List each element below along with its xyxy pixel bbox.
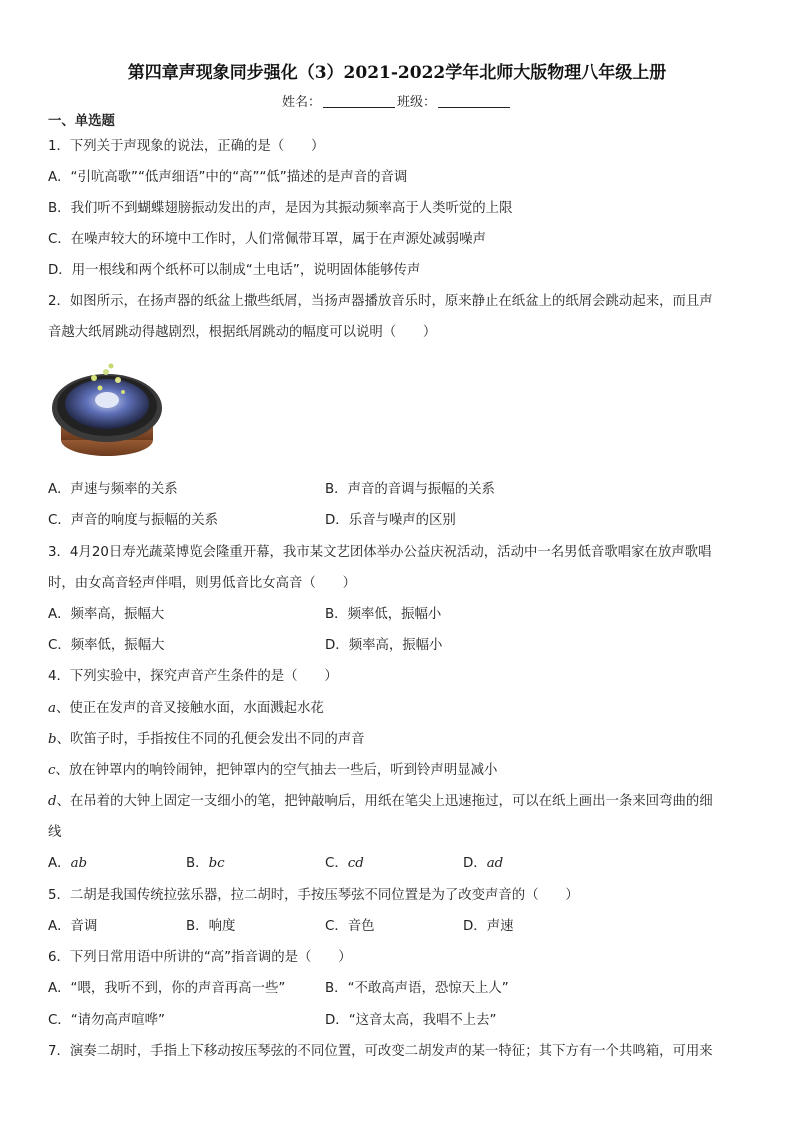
item-letter: d xyxy=(48,794,57,809)
name-blank[interactable] xyxy=(323,95,395,108)
option-prefix: A． xyxy=(48,856,71,871)
question-5-option-c: C．音色 xyxy=(325,919,375,934)
option-prefix: C． xyxy=(325,856,348,871)
question-3-stem-line2: 时，由女高音轻声伴唱，则男低音比女高音（ ） xyxy=(48,576,356,591)
question-2-stem-line2: 音越大纸屑跳动得越剧烈，根据纸屑跳动的幅度可以说明（ ） xyxy=(48,325,437,340)
item-letter: c xyxy=(48,763,56,778)
option-value: ad xyxy=(486,856,504,871)
item-text: 、在吊着的大钟上固定一支细小的笔，把钟敲响后，用纸在笔尖上迅速拖过，可以在纸上画出一条来回弯曲的细 xyxy=(56,794,713,809)
question-3-stem-line1: 3．4月20日寿光蔬菜博览会隆重开幕，我市某文艺团体举办公益庆祝活动，活动中一名男低音歌唱家在放声歌唱 xyxy=(48,545,712,560)
question-5-option-a: A．音调 xyxy=(48,919,98,934)
page-title: 第四章声现象同步强化（3）2021-2022学年北师大版物理八年级上册 xyxy=(127,63,667,83)
option-value: ab xyxy=(70,856,88,871)
item-text: 、放在钟罩内的响铃闹钟，把钟罩内的空气抽去一些后，听到铃声明显减小 xyxy=(55,763,498,778)
item-text: 、使正在发声的音叉接触水面，水面溅起水花 xyxy=(55,701,324,716)
question-6-option-d: D．“这音太高，我唱不上去” xyxy=(325,1013,497,1028)
question-4-item-d-cont: 线 xyxy=(48,825,62,840)
class-blank[interactable] xyxy=(438,95,510,108)
question-2-stem-line1: 2．如图所示，在扬声器的纸盆上撒些纸屑，当扬声器播放音乐时，原来静止在纸盆上的纸屑会跳动起来，而且声 xyxy=(48,294,713,309)
item-letter: b xyxy=(48,732,57,747)
question-2-option-b: B．声音的音调与振幅的关系 xyxy=(325,482,495,497)
option-value: bc xyxy=(208,856,225,871)
question-4-option-a xyxy=(48,855,87,873)
question-2-option-c: C．声音的响度与振幅的关系 xyxy=(48,513,219,528)
question-4-item-d xyxy=(48,793,713,811)
question-1-stem: 1．下列关于声现象的说法，正确的是（ ） xyxy=(48,139,325,154)
question-4-item-b xyxy=(48,731,365,749)
option-value: cd xyxy=(347,856,364,871)
question-6-option-a: A．“喂，我听不到，你的声音再高一些” xyxy=(48,981,286,996)
item-letter: a xyxy=(48,701,56,716)
question-4-option-c xyxy=(325,855,364,873)
question-6-option-c: C．“请勿高声喧哗” xyxy=(48,1013,165,1028)
question-4-item-a xyxy=(48,700,324,718)
question-1-option-b: B．我们听不到蝴蝶翅膀振动发出的声，是因为其振动频率高于人类听觉的上限 xyxy=(48,201,513,216)
option-prefix: B． xyxy=(186,856,209,871)
question-3-option-d: D．频率高，振幅小 xyxy=(325,638,443,653)
name-label: 姓名： xyxy=(281,95,321,110)
question-7-stem-line1: 7．演奏二胡时，手指上下移动按压琴弦的不同位置，可改变二胡发声的某一特征；其下方有一个共鸣箱，可用来 xyxy=(48,1044,713,1059)
question-1-option-d: D．用一根线和两个纸杯可以制成“土电话”，说明固体能够传声 xyxy=(48,263,421,278)
question-5-option-b: B．响度 xyxy=(186,919,236,934)
question-3-option-a: A．频率高，振幅大 xyxy=(48,607,165,622)
option-prefix: D． xyxy=(463,856,487,871)
item-text: 、吹笛子时，手指按住不同的孔便会发出不同的声音 xyxy=(56,732,365,747)
question-1-option-c: C．在噪声较大的环境中工作时，人们常佩带耳罩，属于在声源处减弱噪声 xyxy=(48,232,486,247)
question-3-option-b: B．频率低，振幅小 xyxy=(325,607,442,622)
question-4-item-c xyxy=(48,762,497,780)
section-heading: 一、单选题 xyxy=(48,114,115,129)
question-2-option-d: D．乐音与噪声的区别 xyxy=(325,513,456,528)
question-4-option-d xyxy=(463,855,503,873)
question-5-option-d: D．声速 xyxy=(463,919,514,934)
question-6-option-b: B．“不敢高声语，恐惊天上人” xyxy=(325,981,509,996)
speaker-image xyxy=(48,358,166,464)
class-label: 班级： xyxy=(397,95,437,110)
question-5-stem: 5．二胡是我国传统拉弦乐器，拉二胡时，手按压琴弦不同位置是为了改变声音的（ ） xyxy=(48,888,579,903)
question-4-stem: 4．下列实验中，探究声音产生条件的是（ ） xyxy=(48,669,338,684)
question-1-option-a: A．“引吭高歌”“低声细语”中的“高”“低”描述的是声音的音调 xyxy=(48,170,408,185)
question-3-option-c: C．频率低，振幅大 xyxy=(48,638,165,653)
question-6-stem: 6．下列日常用语中所讲的“高”指音调的是（ ） xyxy=(48,950,352,965)
student-info-line xyxy=(0,91,794,110)
question-2-option-a: A．声速与频率的关系 xyxy=(48,482,178,497)
question-4-option-b xyxy=(186,855,225,873)
